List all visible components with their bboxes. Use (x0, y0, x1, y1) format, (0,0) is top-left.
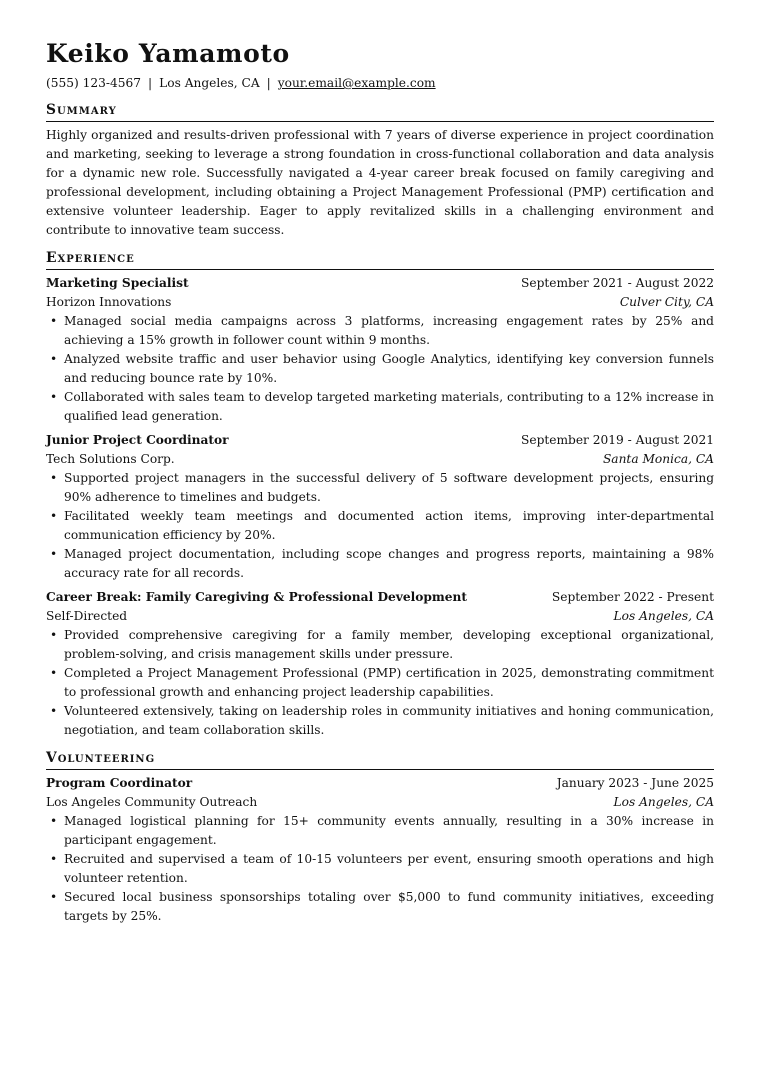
entry-location: Los Angeles, CA (613, 609, 714, 623)
summary-section (46, 101, 714, 240)
bullet-text: Volunteered extensively, taking on leadership roles in community initiatives and honing communication, negotiation, and team collaboration skills. (64, 704, 714, 737)
bullet-item (46, 350, 714, 388)
entry-location: Santa Monica, CA (602, 452, 714, 466)
bullet-icon: • (50, 314, 58, 328)
bullet-icon: • (50, 852, 58, 866)
entry-location: Los Angeles, CA (613, 795, 714, 809)
entry-header (46, 588, 714, 607)
bullet-text: Collaborated with sales team to develop targeted marketing materials, contributing to a 12% increase in qualified lead generation. (64, 390, 714, 423)
bullet-item (46, 812, 714, 850)
section-title-summary: Summary (46, 101, 714, 122)
entry-header (46, 274, 714, 293)
entry-subheader (46, 293, 714, 312)
experience-entry (46, 274, 714, 426)
entry-dates: September 2019 - August 2021 (521, 433, 714, 447)
bullet-text: Provided comprehensive caregiving for a family member, developing exceptional organizational, problem-solving, and crisis management skills under pressure. (64, 628, 714, 661)
contact-separator: | (266, 76, 271, 90)
summary-text: Highly organized and results-driven professional with 7 years of diverse experience in project coordination and marketing, seeking to leverage a strong foundation in cross-functional collaboration and data analysis for a dynamic new role. Successfully navigated a 4-year career break focused on family caregiving and professional development, including obtaining a Project Management Professional (PMP) certification and extensive volunteer leadership. Eager to apply revitalized skills in a challenging environment and contribute to innovative team success. (46, 128, 714, 237)
bullet-item (46, 469, 714, 507)
bullet-icon: • (50, 890, 58, 904)
experience-entry (46, 431, 714, 583)
section-title-volunteering: Volunteering (46, 749, 714, 770)
bullet-icon: • (50, 666, 58, 680)
bullet-item (46, 545, 714, 583)
candidate-name: Keiko Yamamoto (46, 39, 290, 68)
bullet-text: Completed a Project Management Professional (PMP) certification in 2025, demonstrating commitment to professional growth and enhancing project leadership capabilities. (64, 666, 714, 699)
bullet-icon: • (50, 704, 58, 718)
bullet-text: Managed logistical planning for 15+ community events annually, resulting in a 30% increase in participant engagement. (64, 814, 714, 847)
bullet-item (46, 388, 714, 426)
entry-dates: September 2022 - Present (551, 590, 714, 604)
bullet-text: Managed project documentation, including scope changes and progress reports, maintaining a 98% accuracy rate for all records. (64, 547, 714, 580)
entry-header (46, 431, 714, 450)
bullet-icon: • (50, 628, 58, 642)
entry-organization: Self-Directed (46, 609, 128, 623)
bullet-icon: • (50, 352, 58, 366)
entry-organization: Los Angeles Community Outreach (46, 795, 258, 809)
bullet-item (46, 664, 714, 702)
experience-entry (46, 588, 714, 740)
entry-role: Junior Project Coordinator (46, 433, 229, 447)
entry-role: Program Coordinator (46, 776, 193, 790)
bullet-icon: • (50, 509, 58, 523)
experience-section (46, 249, 714, 740)
entry-subheader (46, 793, 714, 812)
entry-subheader (46, 450, 714, 469)
bullet-text: Secured local business sponsorships totaling over $5,000 to fund community initiatives, exceeding targets by 25%. (64, 890, 714, 923)
entry-header (46, 774, 714, 793)
contact-phone: (555) 123-4567 (46, 76, 142, 90)
entry-role: Marketing Specialist (46, 276, 189, 290)
entry-organization: Horizon Innovations (46, 295, 172, 309)
bullet-text: Analyzed website traffic and user behavior using Google Analytics, identifying key conversion funnels and reducing bounce rate by 10%. (64, 352, 714, 385)
bullet-item (46, 702, 714, 740)
bullet-text: Facilitated weekly team meetings and documented action items, improving inter-departmental communication efficiency by 20%. (64, 509, 714, 542)
entry-subheader (46, 607, 714, 626)
bullet-item (46, 626, 714, 664)
entry-role: Career Break: Family Caregiving & Professional Development (46, 590, 468, 604)
entry-bullets (46, 626, 714, 740)
entry-bullets (46, 469, 714, 583)
entry-location: Culver City, CA (619, 295, 714, 309)
bullet-text: Managed social media campaigns across 3 platforms, increasing engagement rates by 25% and achieving a 15% growth in follower count within 9 months. (64, 314, 714, 347)
bullet-icon: • (50, 814, 58, 828)
section-title-experience: Experience (46, 249, 714, 270)
bullet-icon: • (50, 390, 58, 404)
bullet-icon: • (50, 471, 58, 485)
contact-line (46, 75, 714, 92)
contact-location: Los Angeles, CA (159, 76, 260, 90)
bullet-item (46, 850, 714, 888)
bullet-icon: • (50, 547, 58, 561)
bullet-text: Supported project managers in the successful delivery of 5 software development projects, ensuring 90% adherence to timelines and budgets. (64, 471, 714, 504)
entry-dates: January 2023 - June 2025 (556, 776, 714, 790)
entry-bullets (46, 312, 714, 426)
bullet-text: Recruited and supervised a team of 10-15 volunteers per event, ensuring smooth operations and high volunteer retention. (64, 852, 714, 885)
entry-organization: Tech Solutions Corp. (46, 452, 175, 466)
contact-separator: | (148, 76, 153, 90)
bullet-item (46, 888, 714, 926)
entry-bullets (46, 812, 714, 926)
volunteering-section (46, 749, 714, 926)
bullet-item (46, 312, 714, 350)
bullet-item (46, 507, 714, 545)
volunteering-entry (46, 774, 714, 926)
contact-email-link[interactable]: your.email@example.com (277, 76, 436, 90)
entry-dates: September 2021 - August 2022 (521, 276, 714, 290)
